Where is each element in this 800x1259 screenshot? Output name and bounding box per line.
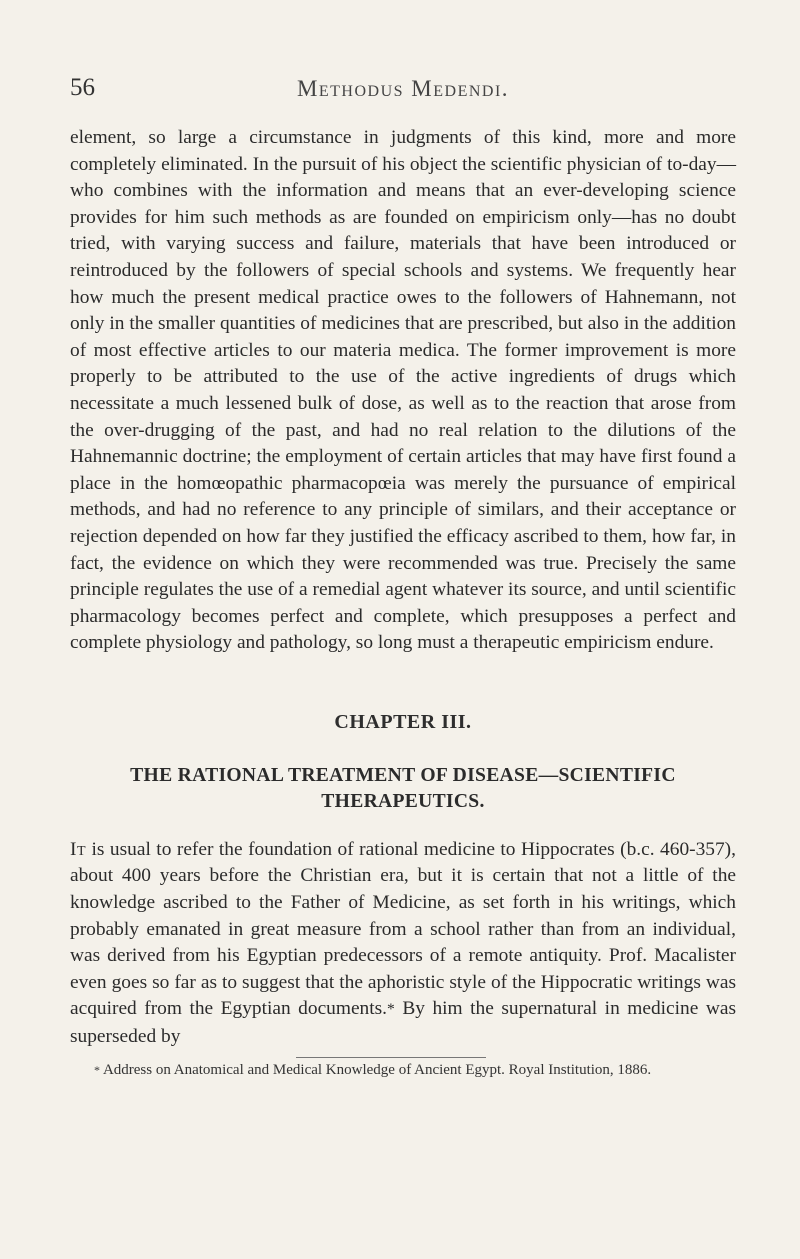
footnote-rule bbox=[296, 1057, 486, 1058]
chapter-paragraph-text: is usual to refer the foundation of rational medicine to Hippocrates (b.c. 460-357), about 400 years before the Christian era, but it is certain that not a little of the knowledge ascribed to the Father of Medicine, as set forth in his writings, which probably emanated in great measure from a school rather than from an individual, was derived from his Egyptian predecessors of a remote antiquity. Prof. Macalister even goes so far as to suggest that the aphoristic style of the Hippocratic writings was acquired from the Egyptian documents. bbox=[70, 838, 736, 1020]
continued-paragraph: element, so large a circumstance in judgments of this kind, more and more completely eliminated. In the pursuit of his object the scientific physician of to-day—who combines with the information and means that an ever-developing science provides for him such methods as are founded on empiricism only—has no doubt tried, with varying success and failure, materials that have been introduced or reintroduced by the followers of special schools and systems. We frequently hear how much the present medical practice owes to the followers of Hahnemann, not only in the smaller quantities of medicines that are prescribed, but also in the addition of most effective articles to our materia medica. The former improvement is more properly to be attributed to the use of the active ingredients of drugs which necessitate a much lessened bulk of dose, as well as to the reaction that arose from the over-drugging of the past, and had no real relation to the dilutions of the Hahnemannic doctrine; the employment of certain articles that may have first found a place in the homœopathic pharmacopœia was merely the pursuance of empirical methods, and had no reference to any principle of similars, and their acceptance or rejection depended on how far they justified the efficacy ascribed to them, how far, in fact, the evidence on which they were recommended was true. Precisely the same principle regulates the use of a remedial agent whatever its source, and until scientific pharmacology becomes perfect and complete, which presupposes a perfect and complete physiology and pathology, so long must a therapeutic empiricism endure. bbox=[70, 127, 736, 654]
footnote-text: Address on Anatomical and Medical Knowledge of Ancient Egypt. Royal Institution, 1886. bbox=[102, 1061, 652, 1078]
footnote-reference: * bbox=[387, 1001, 395, 1019]
chapter-heading: CHAPTER III. bbox=[334, 710, 472, 733]
running-title: Methodus Medendi. bbox=[296, 76, 510, 101]
footnote bbox=[70, 1061, 736, 1079]
chapter-paragraph-tail: By him the supernatural in medicine was superseded by bbox=[70, 998, 737, 1048]
footnote-mark: * bbox=[94, 1062, 100, 1077]
running-head bbox=[70, 72, 736, 112]
chapter-title: THE RATIONAL TREATMENT OF DISEASE—SCIENTIFIC THERAPEUTICS. bbox=[130, 764, 676, 812]
chapter-opening-paragraph bbox=[70, 837, 736, 1051]
page-number: 56 bbox=[70, 74, 95, 101]
lead-word: It bbox=[70, 838, 87, 860]
